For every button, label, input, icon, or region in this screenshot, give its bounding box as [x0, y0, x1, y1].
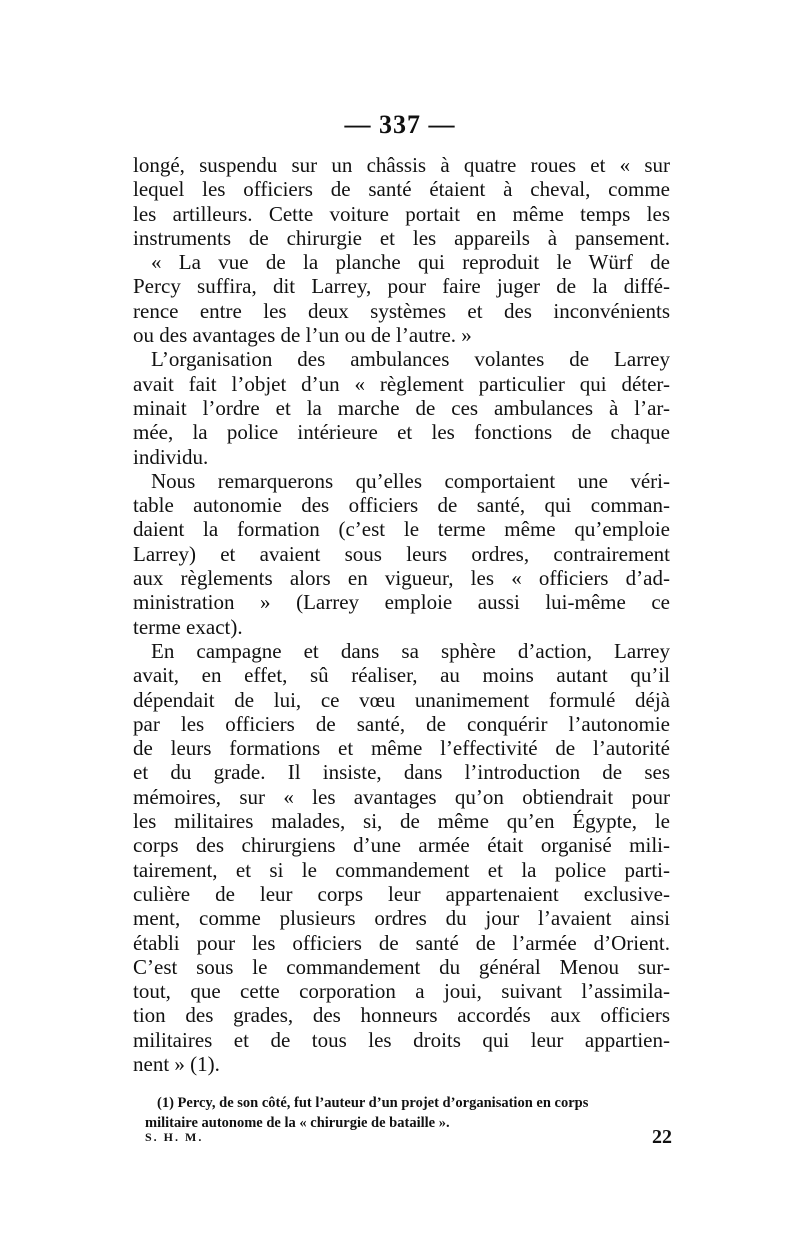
text-line: « La vue de la planche qui reproduit le Würf de: [151, 250, 670, 275]
text-line: de leurs formations et même l’effectivité de l’autorité: [133, 736, 670, 761]
text-line: et du grade. Il insiste, dans l’introduction de ses: [133, 760, 670, 785]
text-line: les artilleurs. Cette voiture portait en même temps les: [133, 201, 670, 226]
footnote-line: militaire autonome de la « chirurgie de bataille ».: [145, 1115, 450, 1131]
text-line: rence entre les deux systèmes et des inconvénients: [133, 298, 670, 323]
text-line: militaires et de tous les droits qui leur appartien-: [133, 1027, 670, 1052]
printer-signature: S. H. M.: [145, 1130, 204, 1144]
text-line: Larrey) et avaient sous leurs ordres, contrairement: [133, 541, 670, 566]
text-line: minait l’ordre et la marche de ces ambulances à l’ar-: [133, 395, 670, 420]
sheet-number: 22: [652, 1126, 672, 1148]
text-line: L’organisation des ambulances volantes de Larrey: [151, 347, 670, 372]
text-line: C’est sous le commandement du général Menou sur-: [133, 954, 670, 979]
text-line: table autonomie des officiers de santé, qui comman-: [133, 493, 670, 518]
text-line: établi pour les officiers de santé de l’armée d’Orient.: [133, 930, 670, 955]
text-line: aux règlements alors en vigueur, les « officiers d’ad-: [133, 566, 670, 591]
text-line: En campagne et dans sa sphère d’action, Larrey: [151, 638, 670, 663]
text-line: ou des avantages de l’un ou de l’autre. »: [133, 323, 472, 348]
text-line: terme exact).: [133, 614, 243, 639]
text-line: Nous remarquerons qu’elles comportaient une véri-: [151, 468, 670, 493]
footnote: [145, 1093, 672, 1133]
text-line: par les officiers de santé, de conquérir l’autonomie: [133, 711, 670, 736]
text-line: mémoires, sur « les avantages qu’on obtiendrait pour: [133, 784, 670, 809]
body-text: [133, 153, 670, 1076]
text-line: corps des chirurgiens d’une armée était organisé mili-: [133, 833, 670, 858]
text-line: lequel les officiers de santé étaient à cheval, comme: [133, 177, 670, 202]
text-line: mée, la police intérieure et les fonctions de chaque: [133, 420, 670, 445]
text-line: nent » (1).: [133, 1051, 220, 1076]
text-line: tion des grades, des honneurs accordés aux officiers: [133, 1003, 670, 1028]
page-number: — 337 —: [344, 110, 456, 139]
text-line: dépendait de lui, ce vœu unanimement formulé déjà: [133, 687, 670, 712]
text-line: les militaires malades, si, de même qu’en Égypte, le: [133, 809, 670, 834]
text-line: daient la formation (c’est le terme même qu’emploie: [133, 517, 670, 542]
text-line: culière de leur corps leur appartenaient exclusive-: [133, 881, 670, 906]
text-line: avait fait l’objet d’un « règlement particulier qui déter-: [133, 371, 670, 396]
text-line: individu.: [133, 444, 209, 469]
text-line: tout, que cette corporation a joui, suivant l’assimila-: [133, 979, 670, 1004]
text-line: instruments de chirurgie et les appareils à pansement.: [133, 225, 670, 250]
text-line: Percy suffira, dit Larrey, pour faire juger de la diffé-: [133, 274, 670, 299]
text-line: longé, suspendu sur un châssis à quatre roues et « sur: [133, 153, 670, 177]
text-line: avait, en effet, sû réaliser, au moins autant qu’il: [133, 663, 670, 688]
footnote-line: (1) Percy, de son côté, fut l’auteur d’un projet d’organisation en corps: [157, 1095, 589, 1111]
text-line: tairement, et si le commandement et la police parti-: [133, 857, 670, 882]
footer: [145, 1126, 672, 1152]
text-line: ministration » (Larrey emploie aussi lui-même ce: [133, 590, 670, 615]
text-line: ment, comme plusieurs ordres du jour l’avaient ainsi: [133, 906, 670, 931]
